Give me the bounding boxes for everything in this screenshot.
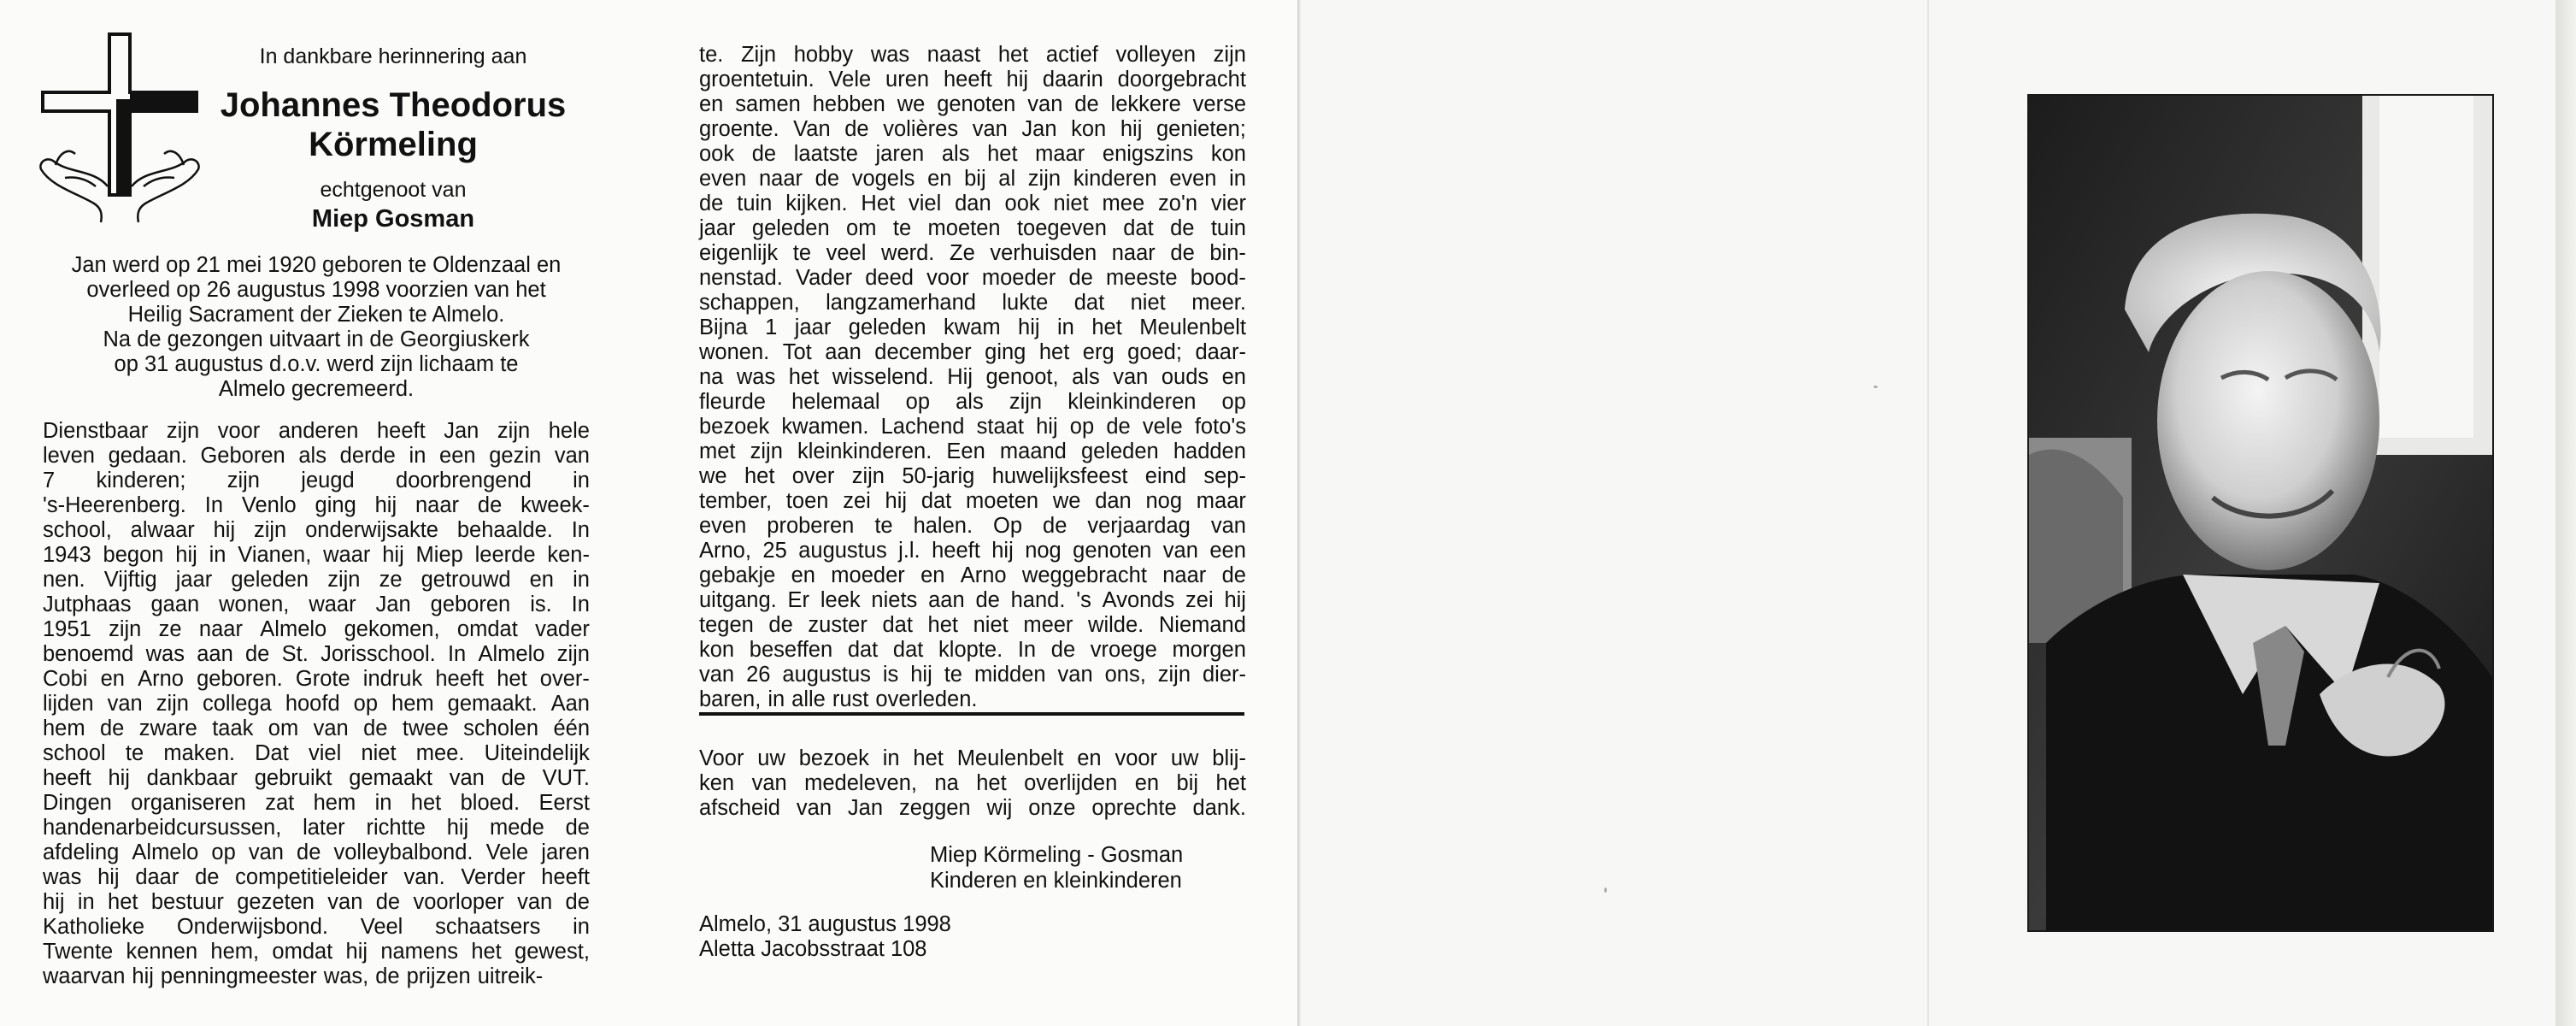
story-line: met zijn kleinkinderen. Een maand geleden hadden: [699, 439, 1246, 463]
story-line: even naar de vogels en bij al zijn kinderen even in: [699, 167, 1246, 191]
story-line: waarvan hij penningmeester was, de prijzen uitreik-: [43, 964, 544, 988]
story-line: Jutphaas gaan wonen, waar Jan geboren is. In: [43, 593, 590, 616]
story-line: Dingen organiseren zat hem in het bloed. Eerst: [43, 791, 590, 815]
card-fold-right: [1927, 0, 1929, 1026]
story-line: ook de laatste jaren als het maar enigszins kon: [699, 142, 1246, 166]
story-line: hij in het bestuur gezeten van de voorloper van de: [43, 890, 590, 914]
deceased-name-line1: Johannes Theodorus: [220, 86, 567, 124]
story-line: en samen hebben we genoten van de lekkere verse: [699, 92, 1246, 116]
story-line: we het over zijn 50-jarig huwelijksfeest eind sep-: [699, 464, 1246, 488]
story-line: nen. Vijftig jaar geleden zijn ze getrouwd en in: [43, 568, 590, 592]
story-line: groente. Van de volières van Jan kon hij genieten;: [699, 117, 1246, 141]
signer-line: Kinderen en kleinkinderen: [930, 869, 1182, 893]
story-line: heeft hij dankbaar gebruikt gemaakt van de VUT.: [43, 766, 590, 790]
story-line: even proberen te halen. Op de verjaardag van: [699, 514, 1246, 538]
story-line: Dienstbaar zijn voor anderen heeft Jan zijn hele: [43, 419, 590, 443]
signers-block: [930, 842, 1255, 893]
story-line: Arno, 25 augustus j.l. heeft hij nog genoten van een: [699, 539, 1246, 563]
place-date-block: [699, 912, 1126, 962]
story-line: was hij daar de competitieleider van. Verder heeft: [43, 865, 590, 889]
bio-line: Jan werd op 21 mei 1920 geboren te Oldenzaal en: [71, 253, 562, 277]
story-line: tember, toen zei hij dat moeten we dan nog maar: [699, 489, 1246, 513]
story-line: 1943 begon hij in Vianen, waar hij Miep leerde ken-: [43, 543, 590, 567]
story-line: Cobi en Arno geboren. Grote indruk heeft het over-: [43, 667, 590, 691]
bio-line: op 31 augustus d.o.v. werd zijn lichaam te: [114, 352, 519, 376]
deceased-name-line2: Körmeling: [309, 126, 478, 163]
card-edge: [2555, 0, 2576, 1026]
address-line: Aletta Jacobsstraat 108: [699, 937, 927, 961]
story-line: nenstad. Vader deed voor moeder de meeste bood-: [699, 266, 1246, 290]
thanks-line: Voor uw bezoek in het Meulenbelt en voor uw blij-: [699, 746, 1246, 770]
spouse-name: Miep Gosman: [311, 205, 475, 233]
bio-line: Na de gezongen uitvaart in de Georgiuskerk: [103, 327, 530, 351]
intro-text: In dankbare herinnering aan: [259, 44, 527, 68]
bio-line: overleed op 26 augustus 1998 voorzien van het: [86, 278, 546, 302]
story-line: uitgang. Er leek niets aan de hand. 's Avonds zei hij: [699, 588, 1246, 612]
thanks-line: afscheid van Jan zeggen wij onze oprechte dank.: [699, 796, 1246, 820]
story-column-right: [699, 43, 1246, 712]
story-line: benoemd was aan de St. Jorisschool. In Almelo zijn: [43, 642, 590, 666]
story-line: de tuin kijken. Het viel dan ook niet mee zo'n vier: [699, 192, 1246, 215]
thanks-line: ken van medeleven, na het overlijden en bij het: [699, 771, 1246, 795]
story-line: school, alwaar hij zijn onderwijsakte behaalde. In: [43, 518, 590, 542]
story-line: bezoek kwamen. Lachend staat hij op de vele foto's: [699, 415, 1246, 439]
divider-rule: [699, 712, 1244, 716]
story-line: school te maken. Dat viel niet mee. Uiteindelijk: [43, 741, 590, 765]
spouse-label: echtgenoot van: [320, 178, 467, 202]
story-line: schappen, langzamerhand lukte dat niet meer.: [699, 291, 1246, 315]
story-line: groentetuin. Vele uren heeft hij daarin doorgebracht: [699, 68, 1246, 91]
story-line: te. Zijn hobby was naast het actief volleyen zijn: [699, 43, 1246, 67]
bio-line: Heilig Sacrament der Zieken te Almelo.: [127, 303, 505, 327]
bio-block: [43, 253, 590, 402]
story-line: 1951 zijn ze naar Almelo gekomen, omdat vader: [43, 617, 590, 641]
story-line: afdeling Almelo op van de volleybalbond. Vele jaren: [43, 840, 590, 864]
story-line: tegen de zuster dat het niet meer wilde. Niemand: [699, 613, 1246, 637]
story-line: Twente kennen hem, omdat hij namens het gewest,: [43, 940, 590, 964]
story-line: van 26 augustus is hij te midden van ons, zijn dier-: [699, 663, 1246, 687]
story-line: gebakje en moeder en Arno weggebracht naar de: [699, 563, 1246, 587]
story-line: jaar geleden om te moeten toegeven dat de tuin: [699, 216, 1246, 240]
story-line: 7 kinderen; zijn jeugd doorbrengend in: [43, 469, 590, 492]
story-line: 's-Heerenberg. In Venlo ging hij naar de kweek-: [43, 493, 590, 517]
story-line: Bijna 1 jaar geleden kwam hij in het Meulenbelt: [699, 315, 1246, 339]
place-date-line: Almelo, 31 augustus 1998: [699, 912, 951, 936]
story-line: hem de zware taak om van de twee scholen één: [43, 716, 590, 740]
portrait-photo: [2029, 96, 2492, 930]
story-line: baren, in alle rust overleden.: [699, 687, 978, 711]
story-line: leven gedaan. Geboren als derde in een gezin van: [43, 444, 590, 468]
story-line: kon beseffen dat dat klopte. In de vroege morgen: [699, 638, 1246, 662]
story-line: wonen. Tot aan december ging het erg goed; daar-: [699, 340, 1246, 364]
story-line: eigenlijk te veel werd. Ze verhuisden naar de bin-: [699, 241, 1246, 265]
story-line: fleurde helemaal op als zijn kleinkinderen op: [699, 390, 1246, 414]
story-line: Katholieke Onderwijsbond. Veel schaatsers in: [43, 915, 590, 939]
bio-line: Almelo gecremeerd.: [218, 377, 415, 401]
story-line: handenarbeidcursussen, later richtte hij mede de: [43, 816, 590, 840]
thanks-block: [699, 746, 1246, 821]
story-line: na was het wisselend. Hij genoot, als van ouds en: [699, 365, 1246, 389]
story-column-left: [43, 419, 590, 989]
cross-with-hands-icon: [34, 32, 205, 246]
signer-line: Miep Körmeling - Gosman: [930, 843, 1184, 867]
story-line: lijden van zijn collega hoofd op hem gemaakt. Aan: [43, 692, 590, 716]
